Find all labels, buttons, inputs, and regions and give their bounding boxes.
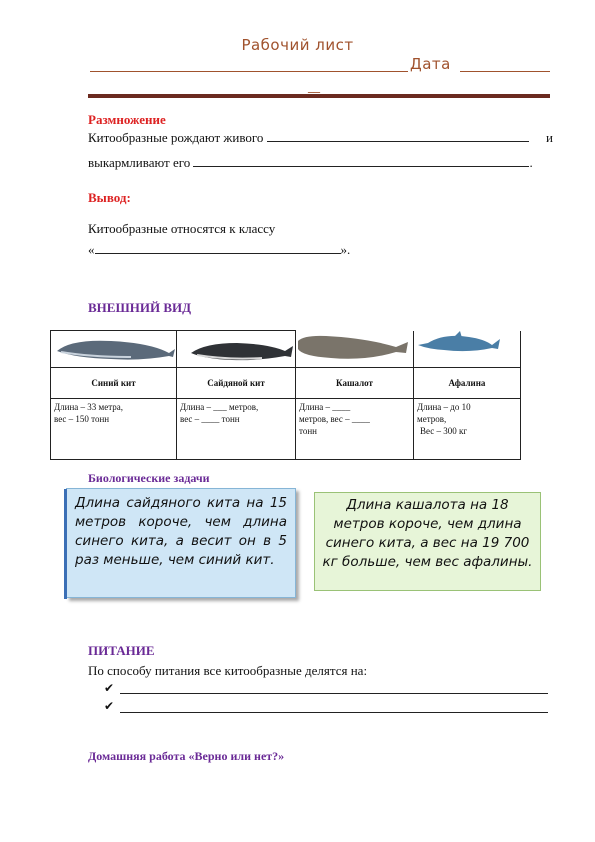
tasks-heading: Биологические задачи bbox=[88, 471, 210, 485]
conclusion-answer-line bbox=[88, 242, 350, 258]
header-blue-whale: Синий кит bbox=[51, 368, 177, 399]
conclusion-open-quote: « bbox=[88, 242, 95, 257]
task-box-1-accent bbox=[64, 489, 67, 599]
reproduction-blank-1[interactable] bbox=[267, 131, 529, 142]
check-icon: ✔ bbox=[104, 681, 115, 695]
homework-heading: Домашняя работа «Верно или нет?» bbox=[88, 749, 285, 763]
blue-whale-image bbox=[51, 331, 176, 365]
sperm-whale-image bbox=[296, 331, 413, 365]
whale-table bbox=[50, 330, 521, 460]
dolphin-cell bbox=[414, 331, 521, 368]
nutrition-answer-line-1[interactable] bbox=[120, 693, 548, 694]
cell-line: метров, вес – ____ bbox=[299, 414, 370, 424]
conclusion-blank[interactable] bbox=[95, 243, 341, 254]
task-2-text: Длина кашалота на 18 метров короче, чем длина синего кита, а вес на 19 700 кг больше, чем вес афалины. bbox=[322, 497, 533, 570]
reproduction-heading: Размножение bbox=[88, 112, 166, 127]
cell-line: Длина – ___ метров, bbox=[180, 402, 259, 412]
nutrition-text: По способу питания все китообразные делятся на: bbox=[88, 663, 368, 678]
whale-image-row bbox=[51, 331, 521, 368]
cell-line: тонн bbox=[299, 426, 317, 436]
dolphin-data bbox=[414, 399, 521, 460]
task-box-2 bbox=[314, 492, 541, 591]
reproduction-line-2 bbox=[88, 155, 533, 171]
cell-line: Вес – 300 кг bbox=[420, 426, 468, 436]
sperm-whale-cell bbox=[296, 331, 414, 368]
cell-line: Длина – ____ bbox=[299, 402, 351, 412]
title-underline bbox=[90, 71, 408, 72]
header-sperm-whale: Кашалот bbox=[296, 368, 414, 399]
nutrition-answer-line-2[interactable] bbox=[120, 712, 548, 713]
reproduction-line1-text: Китообразные рождают живого bbox=[88, 130, 264, 145]
reproduction-line-1 bbox=[88, 130, 553, 146]
sei-whale-image bbox=[177, 331, 295, 365]
sperm-whale-data[interactable] bbox=[296, 399, 414, 460]
header-dolphin: Афалина bbox=[414, 368, 521, 399]
nutrition-heading: ПИТАНИЕ bbox=[88, 643, 155, 658]
cell-line: вес – ____ тонн bbox=[180, 414, 240, 424]
cell-line: Длина – 33 метра, bbox=[54, 402, 123, 412]
reproduction-line2-text: выкармливают его bbox=[88, 155, 191, 170]
sei-whale-data[interactable] bbox=[177, 399, 296, 460]
header-sei-whale: Сайдяной кит bbox=[177, 368, 296, 399]
reproduction-line2-end: . bbox=[529, 155, 533, 170]
cell-line: метров, bbox=[417, 414, 447, 424]
date-dash: __ bbox=[308, 79, 320, 93]
dolphin-image bbox=[414, 331, 520, 365]
blue-whale-cell bbox=[51, 331, 177, 368]
whale-data-row bbox=[51, 399, 521, 460]
blue-whale-data bbox=[51, 399, 177, 460]
date-blank[interactable] bbox=[460, 71, 550, 72]
conclusion-text: Китообразные относятся к классу bbox=[88, 221, 276, 236]
cell-line: Длина – до 10 bbox=[417, 402, 471, 412]
reproduction-blank-2[interactable] bbox=[193, 156, 529, 167]
reproduction-line1-end: и bbox=[546, 130, 553, 145]
check-icon: ✔ bbox=[104, 699, 115, 713]
task-box-1 bbox=[66, 488, 296, 598]
sei-whale-cell bbox=[177, 331, 296, 368]
whale-names-row bbox=[51, 368, 521, 399]
date-line bbox=[88, 55, 550, 73]
cell-line: вес – 150 тонн bbox=[54, 414, 110, 424]
conclusion-heading: Вывод: bbox=[88, 190, 131, 205]
appearance-heading: ВНЕШНИЙ ВИД bbox=[88, 300, 192, 315]
task-1-text: Длина сайдяного кита на 15 метров короче, чем длина синего кита, а весит он в 5 раз меньше, чем синий кит. bbox=[75, 495, 287, 568]
date-label: Дата bbox=[410, 55, 451, 73]
header-divider bbox=[88, 94, 550, 98]
conclusion-close-quote: ». bbox=[340, 242, 351, 257]
page-title: Рабочий лист bbox=[241, 36, 354, 54]
